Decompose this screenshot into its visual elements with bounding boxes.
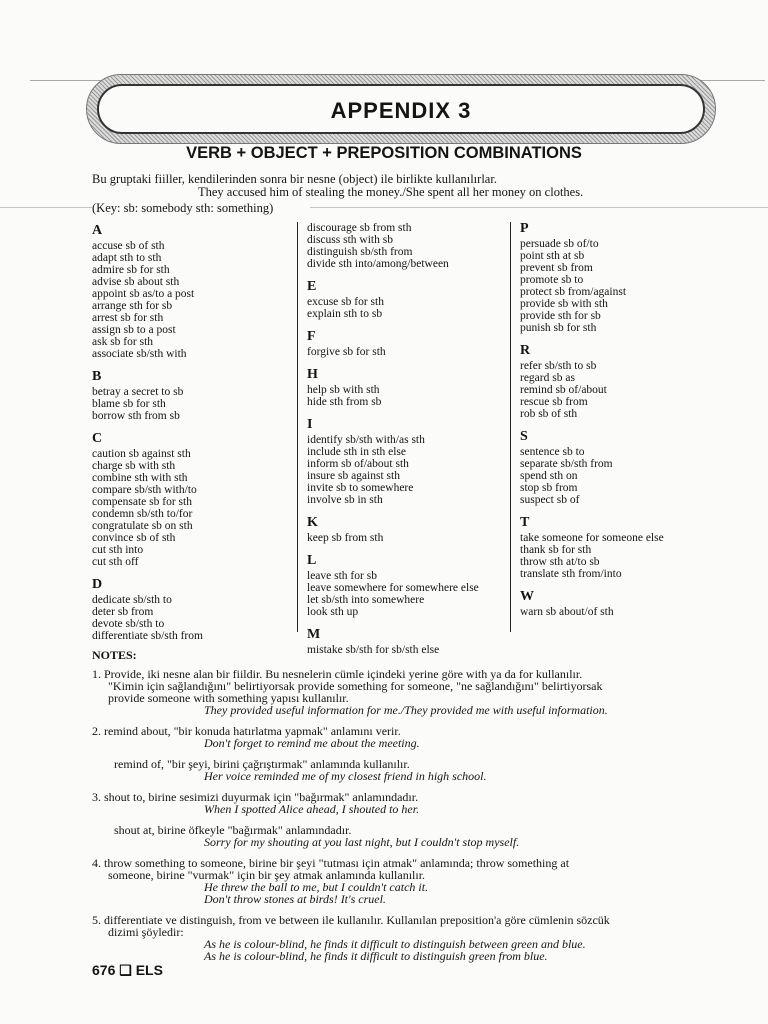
- verb-entry: divide sth into/among/between: [307, 258, 449, 270]
- verb-entry: insure sb against sth: [307, 470, 400, 482]
- verb-entry: excuse sb for sth: [307, 296, 384, 308]
- verb-entry: dedicate sb/sth to: [92, 594, 172, 606]
- verb-entry: combine sth with sth: [92, 472, 188, 484]
- section-letter: L: [307, 553, 317, 568]
- page-footer: 676 ❑ ELS: [92, 962, 163, 978]
- note-text: 5. differentiate ve distinguish, from ve between ile kullanılır. Kullanılan preposition'a göre cümlenin sözcük: [92, 913, 610, 927]
- verb-entry: convince sb of sth: [92, 532, 176, 544]
- section-letter: P: [520, 221, 529, 236]
- verb-entry: punish sb for sth: [520, 322, 597, 334]
- note-item: [92, 668, 712, 716]
- note-item: [92, 857, 712, 905]
- verb-entry: leave sth for sb: [307, 570, 377, 582]
- verb-column-2: [307, 222, 507, 656]
- verb-entry: throw sth at/to sb: [520, 556, 600, 568]
- note-item: [92, 914, 712, 962]
- note-item: [92, 791, 712, 815]
- verb-entry: involve sb in sth: [307, 494, 383, 506]
- verb-entry: promote sb to: [520, 274, 584, 286]
- verb-entry: compare sb/sth with/to: [92, 484, 197, 496]
- section-letter: I: [307, 417, 313, 432]
- note-text: shout at, birine öfkeyle "bağırmak" anlamındadır.: [114, 823, 352, 837]
- section-title: VERB + OBJECT + PREPOSITION COMBINATIONS: [186, 144, 582, 162]
- verb-column-3: [520, 222, 710, 618]
- section-letter: M: [307, 627, 321, 642]
- verb-entry: accuse sb of sth: [92, 240, 165, 252]
- verb-entry: arrest sb for sth: [92, 312, 164, 324]
- section-letter: C: [92, 431, 103, 446]
- verb-entry: translate sth from/into: [520, 568, 622, 580]
- column-separator-2: [510, 222, 511, 632]
- verb-entry: arrange sth for sb: [92, 300, 173, 312]
- appendix-banner: [86, 74, 716, 144]
- note-text: 4. throw something to someone, birine bir şeyi "tutması için atmak" anlamında; throw something at: [92, 856, 570, 870]
- section-letter: A: [92, 223, 103, 238]
- verb-entry: compensate sb for sth: [92, 496, 192, 508]
- note-example: As he is colour-blind, he finds it difficult to distinguish between green and blue.: [204, 937, 586, 951]
- verb-entry: devote sb/sth to: [92, 618, 165, 630]
- verb-entry: distinguish sb/sth from: [307, 246, 413, 258]
- verb-entry: advise sb about sth: [92, 276, 180, 288]
- verb-entry: caution sb against sth: [92, 448, 191, 460]
- note-text: dizimi şöyledir:: [108, 925, 184, 939]
- verb-entry: congratulate sb on sth: [92, 520, 193, 532]
- verb-entry: prevent sb from: [520, 262, 593, 274]
- section-letter: E: [307, 279, 317, 294]
- verb-entry: look sth up: [307, 606, 359, 618]
- note-text: 2. remind about, "bir konuda hatırlatma yapmak" anlamını verir.: [92, 724, 401, 738]
- note-example: Don't throw stones at birds! It's cruel.: [204, 892, 386, 906]
- verb-entry: admire sb for sth: [92, 264, 170, 276]
- verb-entry: charge sb with sth: [92, 460, 176, 472]
- verb-entry: suspect sb of: [520, 494, 580, 506]
- verb-entry: leave somewhere for somewhere else: [307, 582, 479, 594]
- verb-entry: discourage sb from sth: [307, 222, 412, 234]
- verb-entry: discuss sth with sb: [307, 234, 393, 246]
- section-letter: R: [520, 343, 531, 358]
- note-item: [92, 758, 712, 782]
- verb-entry: point sth at sb: [520, 250, 585, 262]
- note-example: When I spotted Alice ahead, I shouted to her.: [204, 802, 420, 816]
- verb-entry: take someone for someone else: [520, 532, 664, 544]
- notes-section: [92, 649, 712, 971]
- verb-entry: invite sb to somewhere: [307, 482, 414, 494]
- section-letter: K: [307, 515, 318, 530]
- verb-entry: stop sb from: [520, 482, 578, 494]
- note-example: Don't forget to remind me about the meeting.: [204, 736, 420, 750]
- note-example: Her voice reminded me of my closest friend in high school.: [204, 769, 487, 783]
- section-letter: W: [520, 589, 534, 604]
- verb-entry: persuade sb of/to: [520, 238, 599, 250]
- note-text: "Kimin için sağlandığını" belirtiyorsak provide something for someone, "ne sağlandığını" belirtiyorsak: [108, 679, 603, 693]
- note-item: [92, 725, 712, 749]
- verb-entry: include sth in sth else: [307, 446, 407, 458]
- verb-entry: provide sth for sb: [520, 310, 601, 322]
- verb-entry: betray a secret to sb: [92, 386, 184, 398]
- section-letter: B: [92, 369, 102, 384]
- section-letter: H: [307, 367, 318, 382]
- note-example: He threw the ball to me, but I couldn't catch it.: [204, 880, 429, 894]
- verb-entry: cut sth off: [92, 556, 139, 568]
- verb-entry: keep sb from sth: [307, 532, 384, 544]
- verb-entry: rob sb of sth: [520, 408, 578, 420]
- section-letter: D: [92, 577, 103, 592]
- verb-entry: adapt sth to sth: [92, 252, 162, 264]
- verb-entry: rescue sb from: [520, 396, 588, 408]
- key-legend: (Key: sb: somebody sth: something): [92, 201, 274, 215]
- section-letter: S: [520, 429, 528, 444]
- verb-entry: mistake sb/sth for sb/sth else: [307, 644, 440, 656]
- verb-entry: help sb with sth: [307, 384, 380, 396]
- key-rule-left: [0, 207, 92, 208]
- verb-entry: regard sb as: [520, 372, 575, 384]
- verb-column-1: [92, 224, 292, 642]
- verb-entry: separate sb/sth from: [520, 458, 613, 470]
- note-text: 3. shout to, birine sesimizi duyurmak için "bağırmak" anlamındadır.: [92, 790, 419, 804]
- verb-entry: borrow sth from sb: [92, 410, 180, 422]
- verb-entry: blame sb for sth: [92, 398, 166, 410]
- verb-entry: spend sth on: [520, 470, 578, 482]
- verb-entry: assign sb to a post: [92, 324, 176, 336]
- verb-entry: appoint sb as/to a post: [92, 288, 195, 300]
- section-letter: F: [307, 329, 316, 344]
- note-text: 1. Provide, iki nesne alan bir fiildir. Bu nesnelerin cümle içindeki yerine göre with ya da for kullanılır.: [92, 667, 583, 681]
- verb-entry: deter sb from: [92, 606, 154, 618]
- verb-entry: warn sb about/of sth: [520, 606, 614, 618]
- verb-entry: ask sb for sth: [92, 336, 154, 348]
- verb-entry: provide sb with sth: [520, 298, 608, 310]
- appendix-title: APPENDIX 3: [330, 97, 472, 123]
- notes-body: [92, 668, 712, 962]
- intro-line-1: Bu gruptaki fiiller, kendilerinden sonra bir nesne (object) ile birlikte kullanılırlar.: [92, 172, 497, 186]
- note-text: provide someone with something yapısı kullanılır.: [108, 691, 349, 705]
- note-example: As he is colour-blind, he finds it difficult to distinguish green from blue.: [204, 949, 548, 963]
- verb-entry: condemn sb/sth to/for: [92, 508, 193, 520]
- note-text: remind of, "bir şeyi, birini çağrıştırmak" anlamında kullanılır.: [114, 757, 410, 771]
- verb-entry: thank sb for sth: [520, 544, 592, 556]
- note-example: They provided useful information for me./They provided me with useful information.: [204, 703, 608, 717]
- section-letter: T: [520, 515, 530, 530]
- verb-entry: inform sb of/about sth: [307, 458, 409, 470]
- verb-entry: forgive sb for sth: [307, 346, 386, 358]
- verb-entry: explain sth to sb: [307, 308, 383, 320]
- key-rule-right: [310, 207, 768, 208]
- verb-entry: refer sb/sth to sb: [520, 360, 597, 372]
- verb-entry: remind sb of/about: [520, 384, 607, 396]
- verb-entry: protect sb from/against: [520, 286, 627, 298]
- verb-entry: differentiate sb/sth from: [92, 630, 203, 642]
- verb-entry: identify sb/sth with/as sth: [307, 434, 425, 446]
- verb-entry: associate sb/sth with: [92, 348, 187, 360]
- note-example: Sorry for my shouting at you last night, but I couldn't stop myself.: [204, 835, 520, 849]
- verb-entry: cut sth into: [92, 544, 144, 556]
- appendix-banner-inner: [97, 84, 705, 134]
- verb-entry: let sb/sth into somewhere: [307, 594, 425, 606]
- note-text: someone, birine "vurmak" için bir şey atmak anlamında kullanılır.: [108, 868, 426, 882]
- notes-title: NOTES:: [92, 648, 137, 662]
- verb-entry: hide sth from sb: [307, 396, 382, 408]
- note-item: [92, 824, 712, 848]
- verb-entry: sentence sb to: [520, 446, 585, 458]
- column-separator-1: [297, 222, 298, 632]
- intro-line-2: They accused him of stealing the money./She spent all her money on clothes.: [198, 185, 584, 199]
